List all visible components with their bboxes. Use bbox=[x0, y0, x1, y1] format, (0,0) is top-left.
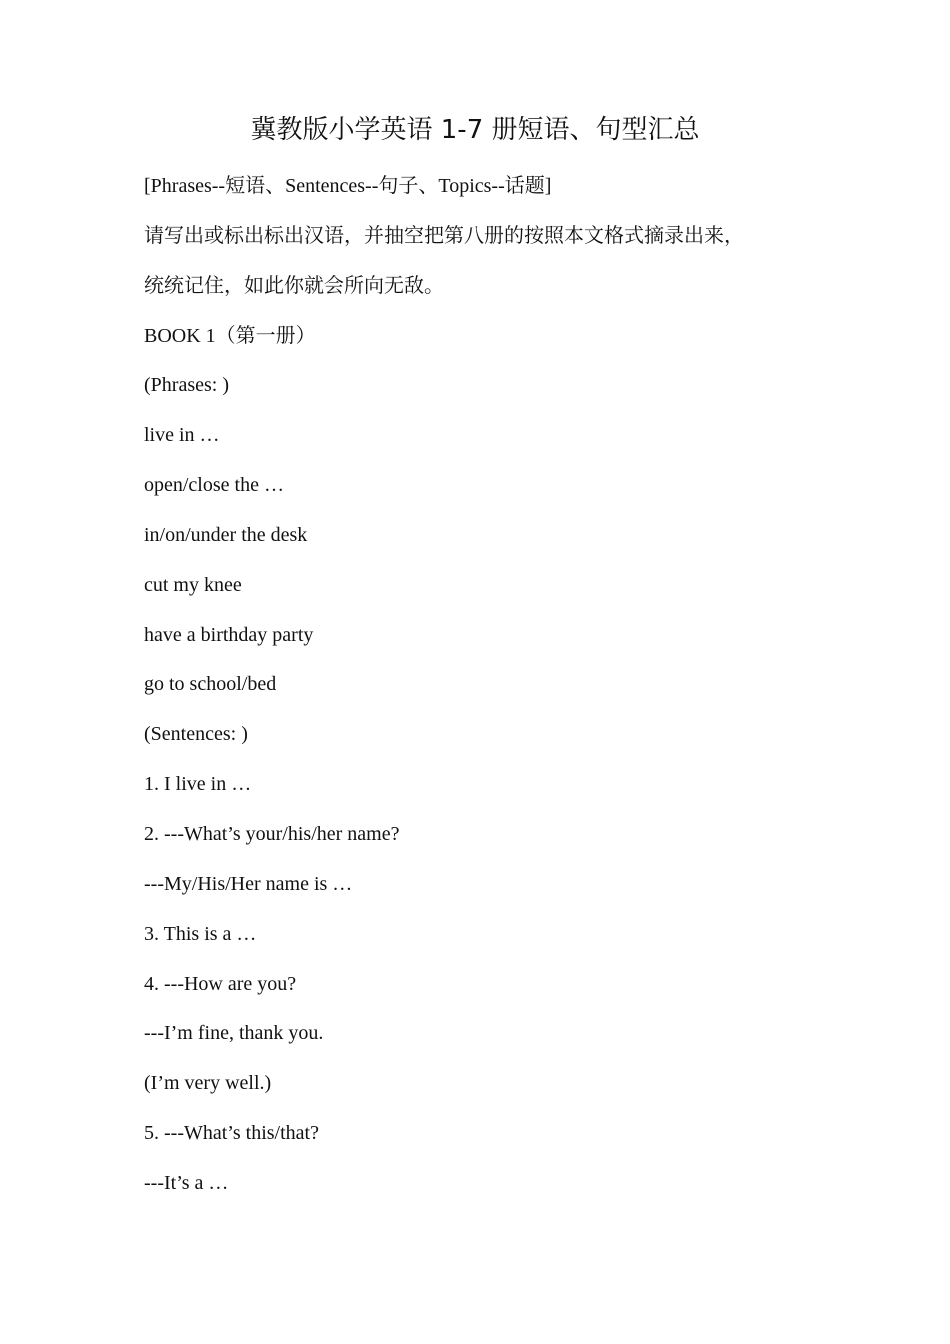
sentence-line: 1. I live in … bbox=[144, 773, 252, 796]
section-heading-phrases: (Phrases: ) bbox=[144, 374, 229, 397]
section-heading-sentences: (Sentences: ) bbox=[144, 723, 248, 746]
phrase-line: live in … bbox=[144, 424, 220, 447]
sentence-line: 4. ---How are you? bbox=[144, 972, 297, 995]
document-title: 冀教版小学英语 1-7 册短语、句型汇总 bbox=[250, 115, 700, 145]
sentence-line: 2. ---What’s your/his/her name? bbox=[144, 822, 400, 845]
phrase-line: go to school/bed bbox=[144, 673, 277, 696]
instruction-line: 统统记住，如此你就会所向无敌。 bbox=[144, 274, 444, 297]
intro-topics-line: [Phrases--短语、Sentences--句子、Topics--话题] bbox=[144, 175, 552, 197]
book-heading: BOOK 1（第一册） bbox=[144, 324, 316, 347]
sentence-line: 3. This is a … bbox=[144, 922, 257, 945]
sentence-line: 5. ---What’s this/that? bbox=[144, 1122, 319, 1145]
instruction-line: 请写出或标出标出汉语，并抽空把第八册的按照本文格式摘录出来， bbox=[144, 224, 744, 247]
sentence-line: ---It’s a … bbox=[144, 1171, 229, 1194]
document-body bbox=[144, 170, 824, 1217]
sentence-line: ---I’m fine, thank you. bbox=[144, 1022, 324, 1045]
sentence-line: (I’m very well.) bbox=[144, 1072, 272, 1095]
phrase-line: open/close the … bbox=[144, 474, 284, 497]
phrase-line: have a birthday party bbox=[144, 623, 314, 646]
phrase-line: cut my knee bbox=[144, 573, 242, 596]
phrase-line: in/on/under the desk bbox=[144, 523, 308, 546]
sentence-line: ---My/His/Her name is … bbox=[144, 872, 353, 895]
